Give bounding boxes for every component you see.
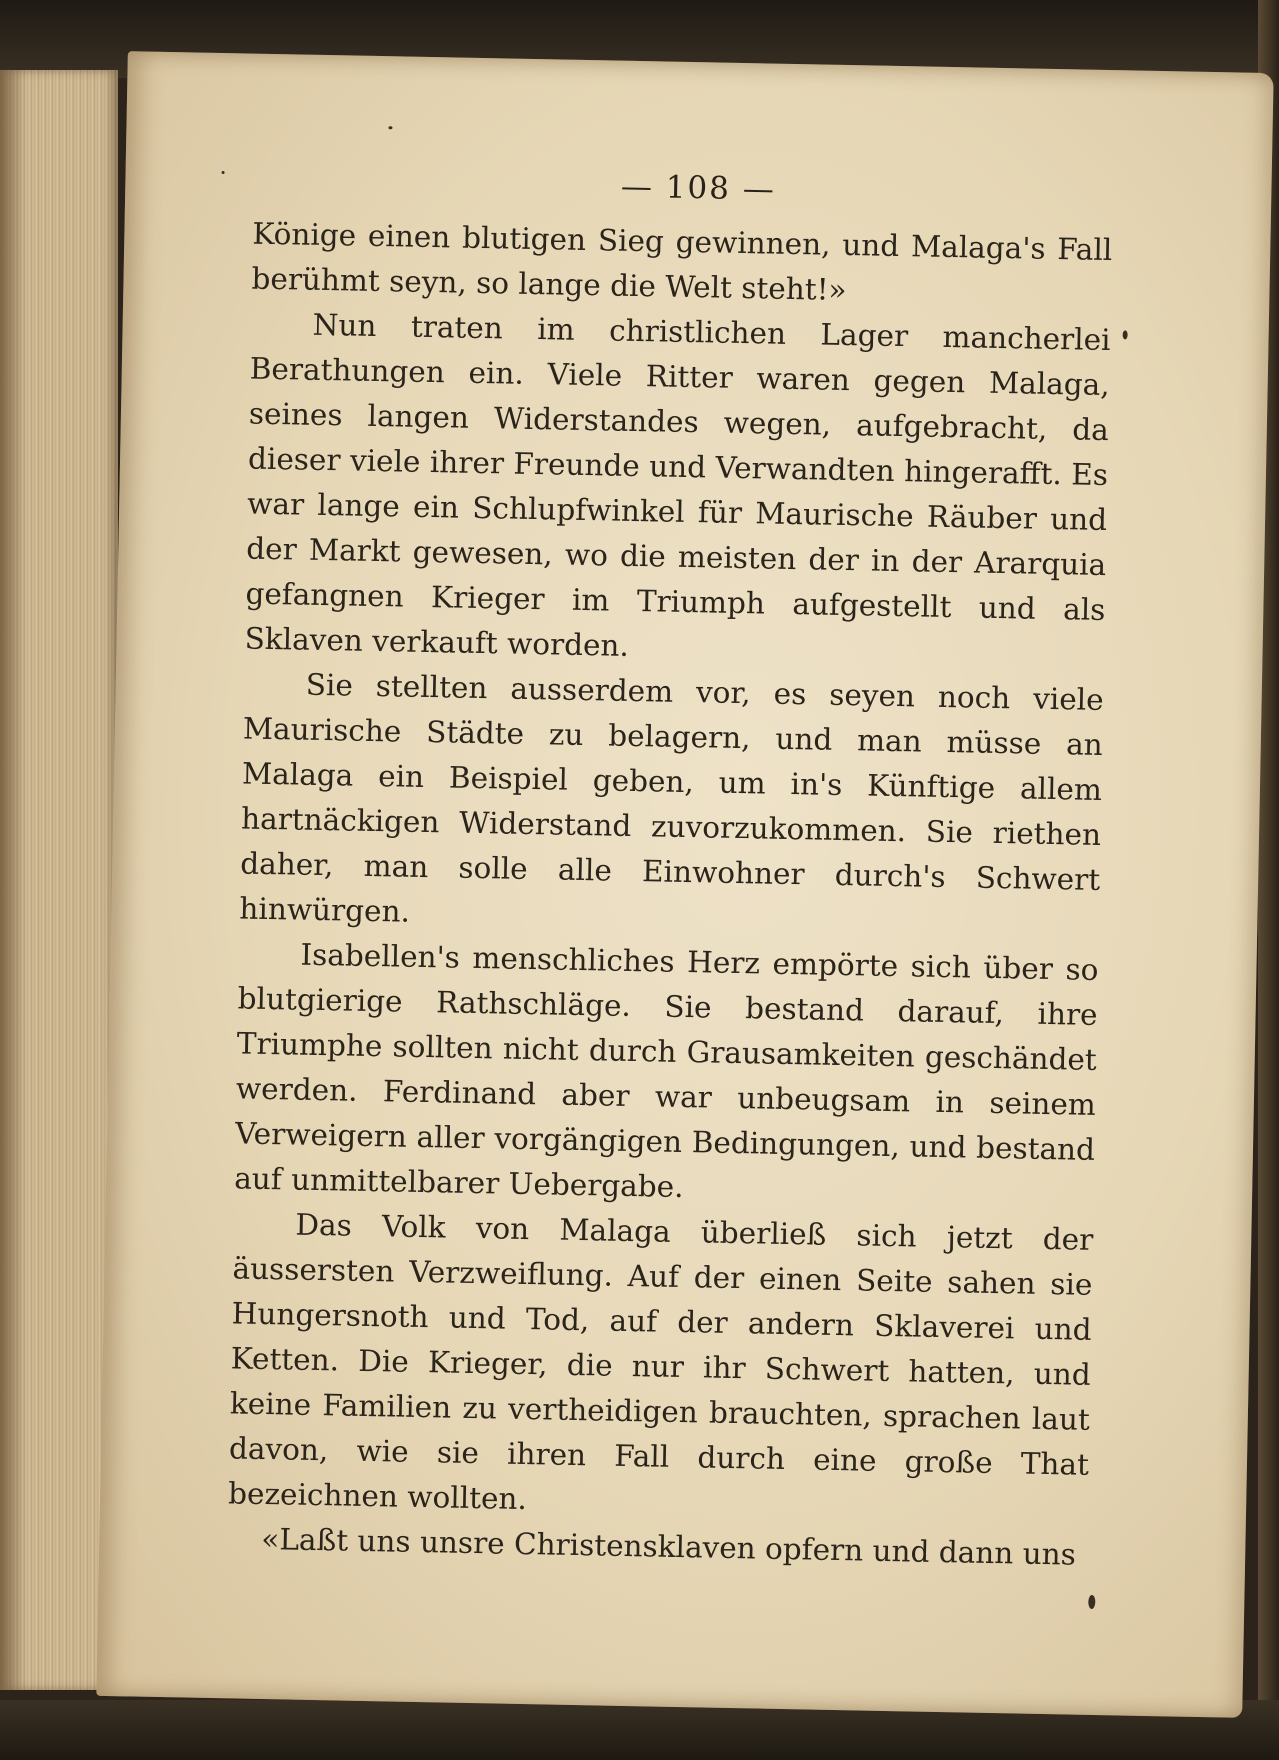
paper-speck xyxy=(222,171,225,174)
paragraph-quote: «Laßt uns unsre Christensklaven opfern und dann uns xyxy=(261,1521,1077,1572)
paragraph-berathungen: Nun traten im christlichen Lager mancherlei Berathungen ein. Viele Ritter waren gegen Malaga, seines langen Widerstandes wegen, aufgebracht, da dieser viele ihrer Freunde und Verwandten hingerafft. Es war lange ein Schlupfwinkel für Maurische Räuber und der Markt gewesen, wo die meisten der in der Ararquia gefangnen Krieger im Triumph aufgestellt und als Sklaven verkauft worden. xyxy=(244,307,1111,663)
page-number: — 108 — xyxy=(620,168,777,208)
paragraph-isabella: Isabellen's menschliches Herz empörte sich über so blutgierige Rathschläge. Sie bestand darauf, ihre Triumphe sollten nicht durch Grausamkeiten geschändet werden. Ferdinand aber war unbeugsam in seinem Verweigern aller vorgängigen Bedingungen, und bestand auf unmittelbarer Uebergabe. xyxy=(233,937,1099,1205)
paper-speck xyxy=(1088,1595,1095,1609)
book-page xyxy=(96,51,1273,1718)
paper-speck xyxy=(388,126,392,129)
paper-speck xyxy=(1123,330,1128,339)
body-text xyxy=(227,212,1113,1578)
paragraph-stellten-vor: Sie stellten ausserdem vor, es seyen noch viele Maurische Städte zu belagern, und man müsse an Malaga ein Beispiel geben, um in's Künftige allem hartnäckigen Widerstand zuvorzukommen. Sie riethen daher, man solle alle Einwohner durch's Schwert hinwürgen. xyxy=(239,667,1104,929)
paragraph-volk-malaga: Das Volk von Malaga überließ sich jetzt der äussersten Verzweiflung. Auf der einen Seite sahen sie Hungersnoth und Tod, auf der andern Sklaverei und Ketten. Die Krieger, die nur ihr Schwert hatten, und keine Familien zu vertheidigen brauchten, sprachen laut davon, wie sie ihren Fall durch eine große That bezeichnen wollten. xyxy=(227,1207,1094,1517)
paragraph-continued: Könige einen blutigen Sieg gewinnen, und Malaga's Fall berühmt seyn, so lange die Welt steht!» xyxy=(251,216,1113,307)
